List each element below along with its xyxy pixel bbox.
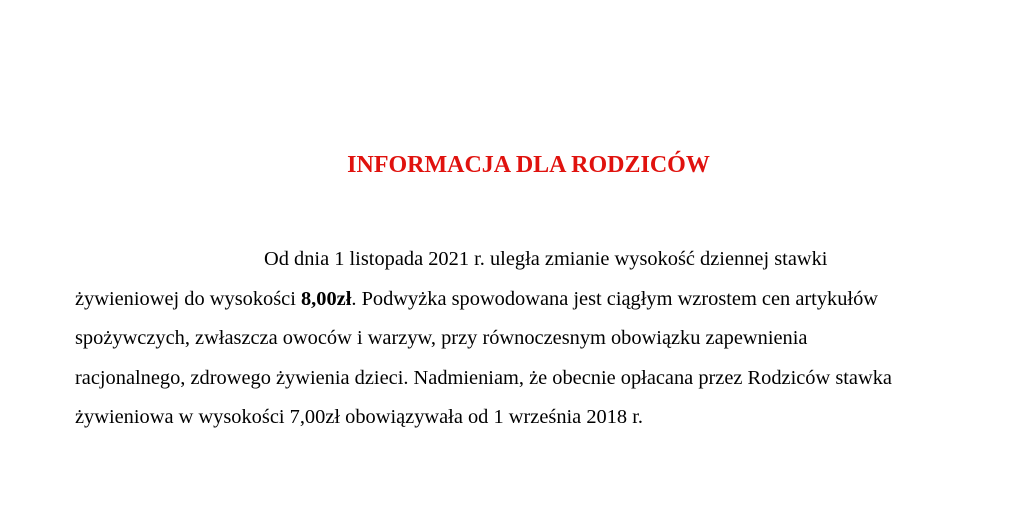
paragraph-line: [75, 286, 878, 312]
paragraph-line: racjonalnego, zdrowego żywienia dzieci. Nadmieniam, że obecnie opłacana przez Rodziców stawka: [75, 367, 892, 389]
paragraph-text: żywieniowej do wysokości: [75, 288, 301, 310]
paragraph-line: Od dnia 1 listopada 2021 r. uległa zmianie wysokość dziennej stawki: [264, 248, 828, 270]
document-heading: INFORMACJA DLA RODZICÓW: [347, 152, 710, 178]
new-rate-amount: 8,00zł: [300, 288, 352, 310]
paragraph-text: . Podwyżka spowodowana jest ciągłym wzrostem cen artykułów: [351, 288, 879, 310]
paragraph-line: żywieniowa w wysokości 7,00zł obowiązywała od 1 września 2018 r.: [75, 406, 643, 428]
paragraph-line: spożywczych, zwłaszcza owoców i warzyw, przy równoczesnym obowiązku zapewnienia: [75, 327, 808, 349]
